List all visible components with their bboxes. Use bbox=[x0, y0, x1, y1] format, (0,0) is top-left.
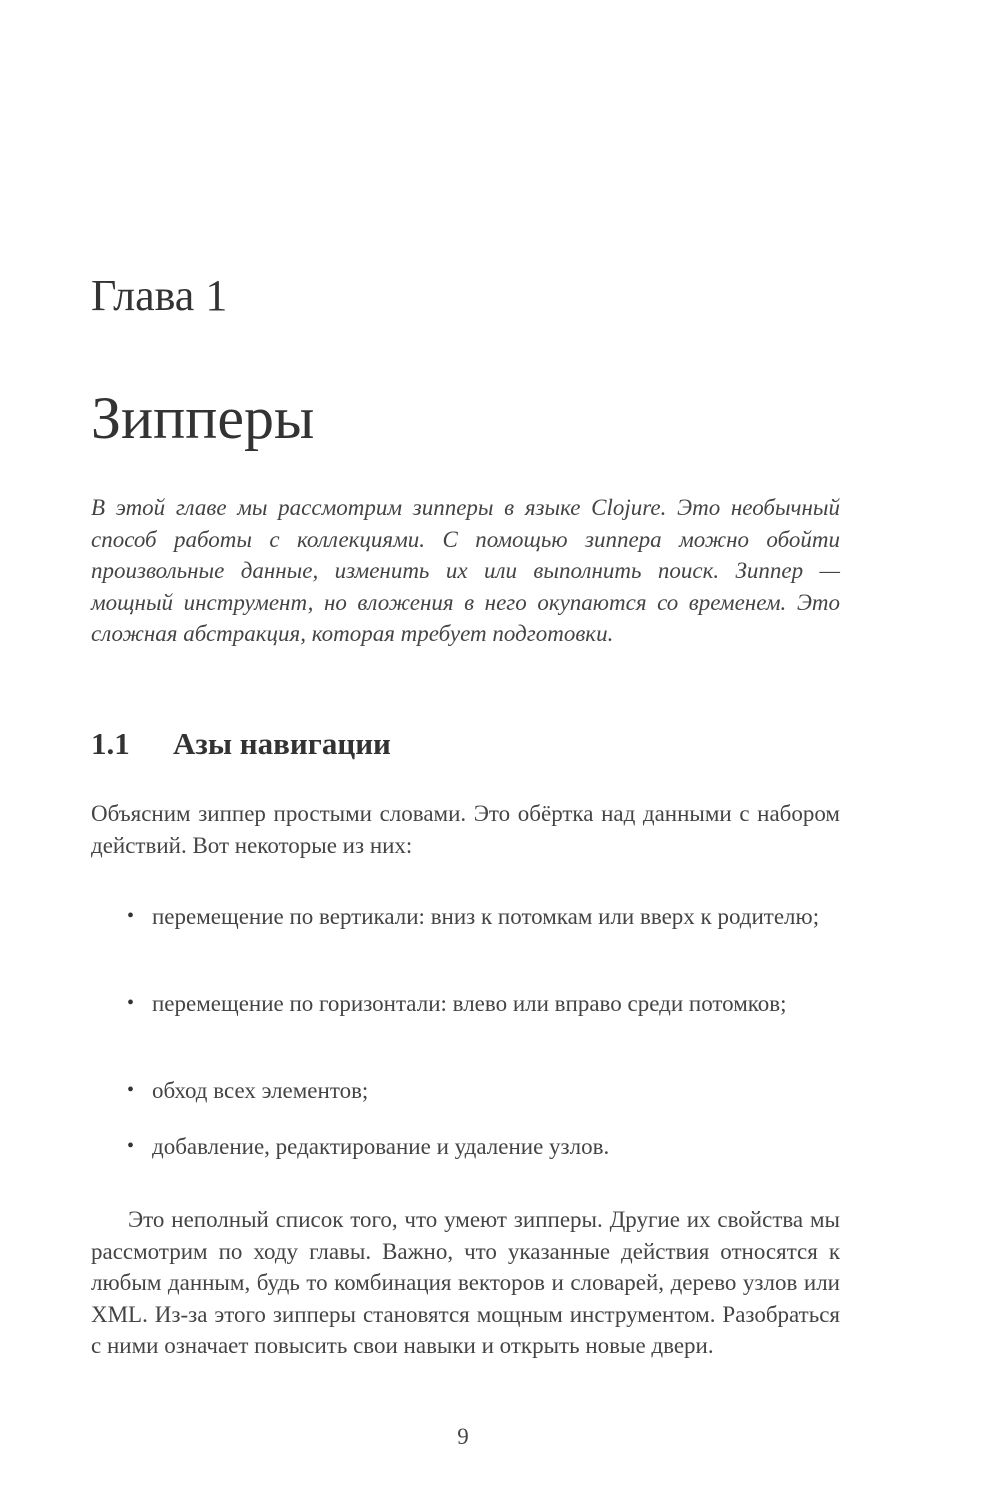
page-number: 9 bbox=[457, 1424, 469, 1449]
list-item bbox=[91, 1131, 840, 1163]
section-title: Азы навигации bbox=[173, 726, 391, 761]
bullet-icon: • bbox=[127, 1135, 135, 1157]
list-item bbox=[91, 901, 840, 933]
list-item-text: обход всех элементов; bbox=[152, 1078, 369, 1103]
bullet-icon: • bbox=[127, 992, 135, 1014]
list-item-text: перемещение по вертикали: вниз к потомкам или вверх к родителю; bbox=[152, 904, 820, 929]
list-item-text: добавление, редактирование и удаление узлов. bbox=[152, 1134, 610, 1159]
list-item-text: перемещение по горизонтали: влево или вправо среди потомков; bbox=[152, 991, 787, 1016]
chapter-title: Зипперы bbox=[91, 385, 315, 451]
section-closing-paragraph: Это неполный список того, что умеют зипперы. Другие их свойства мы рассмотрим по ходу главы. Важно, что указанные действия относятся к любым данным, будь то комбинация векторов и словарей, дерево узлов или XML. Из-за этого зипперы становятся мощным инструментом. Разобраться с ними означает повысить свои навыки и открыть новые двери. bbox=[91, 1207, 840, 1358]
section-heading bbox=[91, 726, 391, 762]
chapter-label: Глава 1 bbox=[91, 271, 228, 320]
bullet-icon: • bbox=[127, 905, 135, 927]
section-intro-paragraph: Объясним зиппер простыми словами. Это обёртка над данными с набором действий. Вот некоторые из них: bbox=[91, 801, 840, 858]
bullet-icon: • bbox=[127, 1079, 135, 1101]
chapter-abstract: В этой главе мы рассмотрим зипперы в языке Clojure. Это необычный способ работы с коллекциями. С помощью зиппера можно обойти произвольные данные, изменить их или выполнить поиск. Зиппер — мощный инструмент, но вложения в него окупаются со временем. Это сложная абстракция, которая требует подготовки. bbox=[91, 495, 840, 646]
list-item bbox=[91, 988, 840, 1020]
section-number: 1.1 bbox=[91, 726, 130, 761]
list-item bbox=[91, 1075, 840, 1107]
